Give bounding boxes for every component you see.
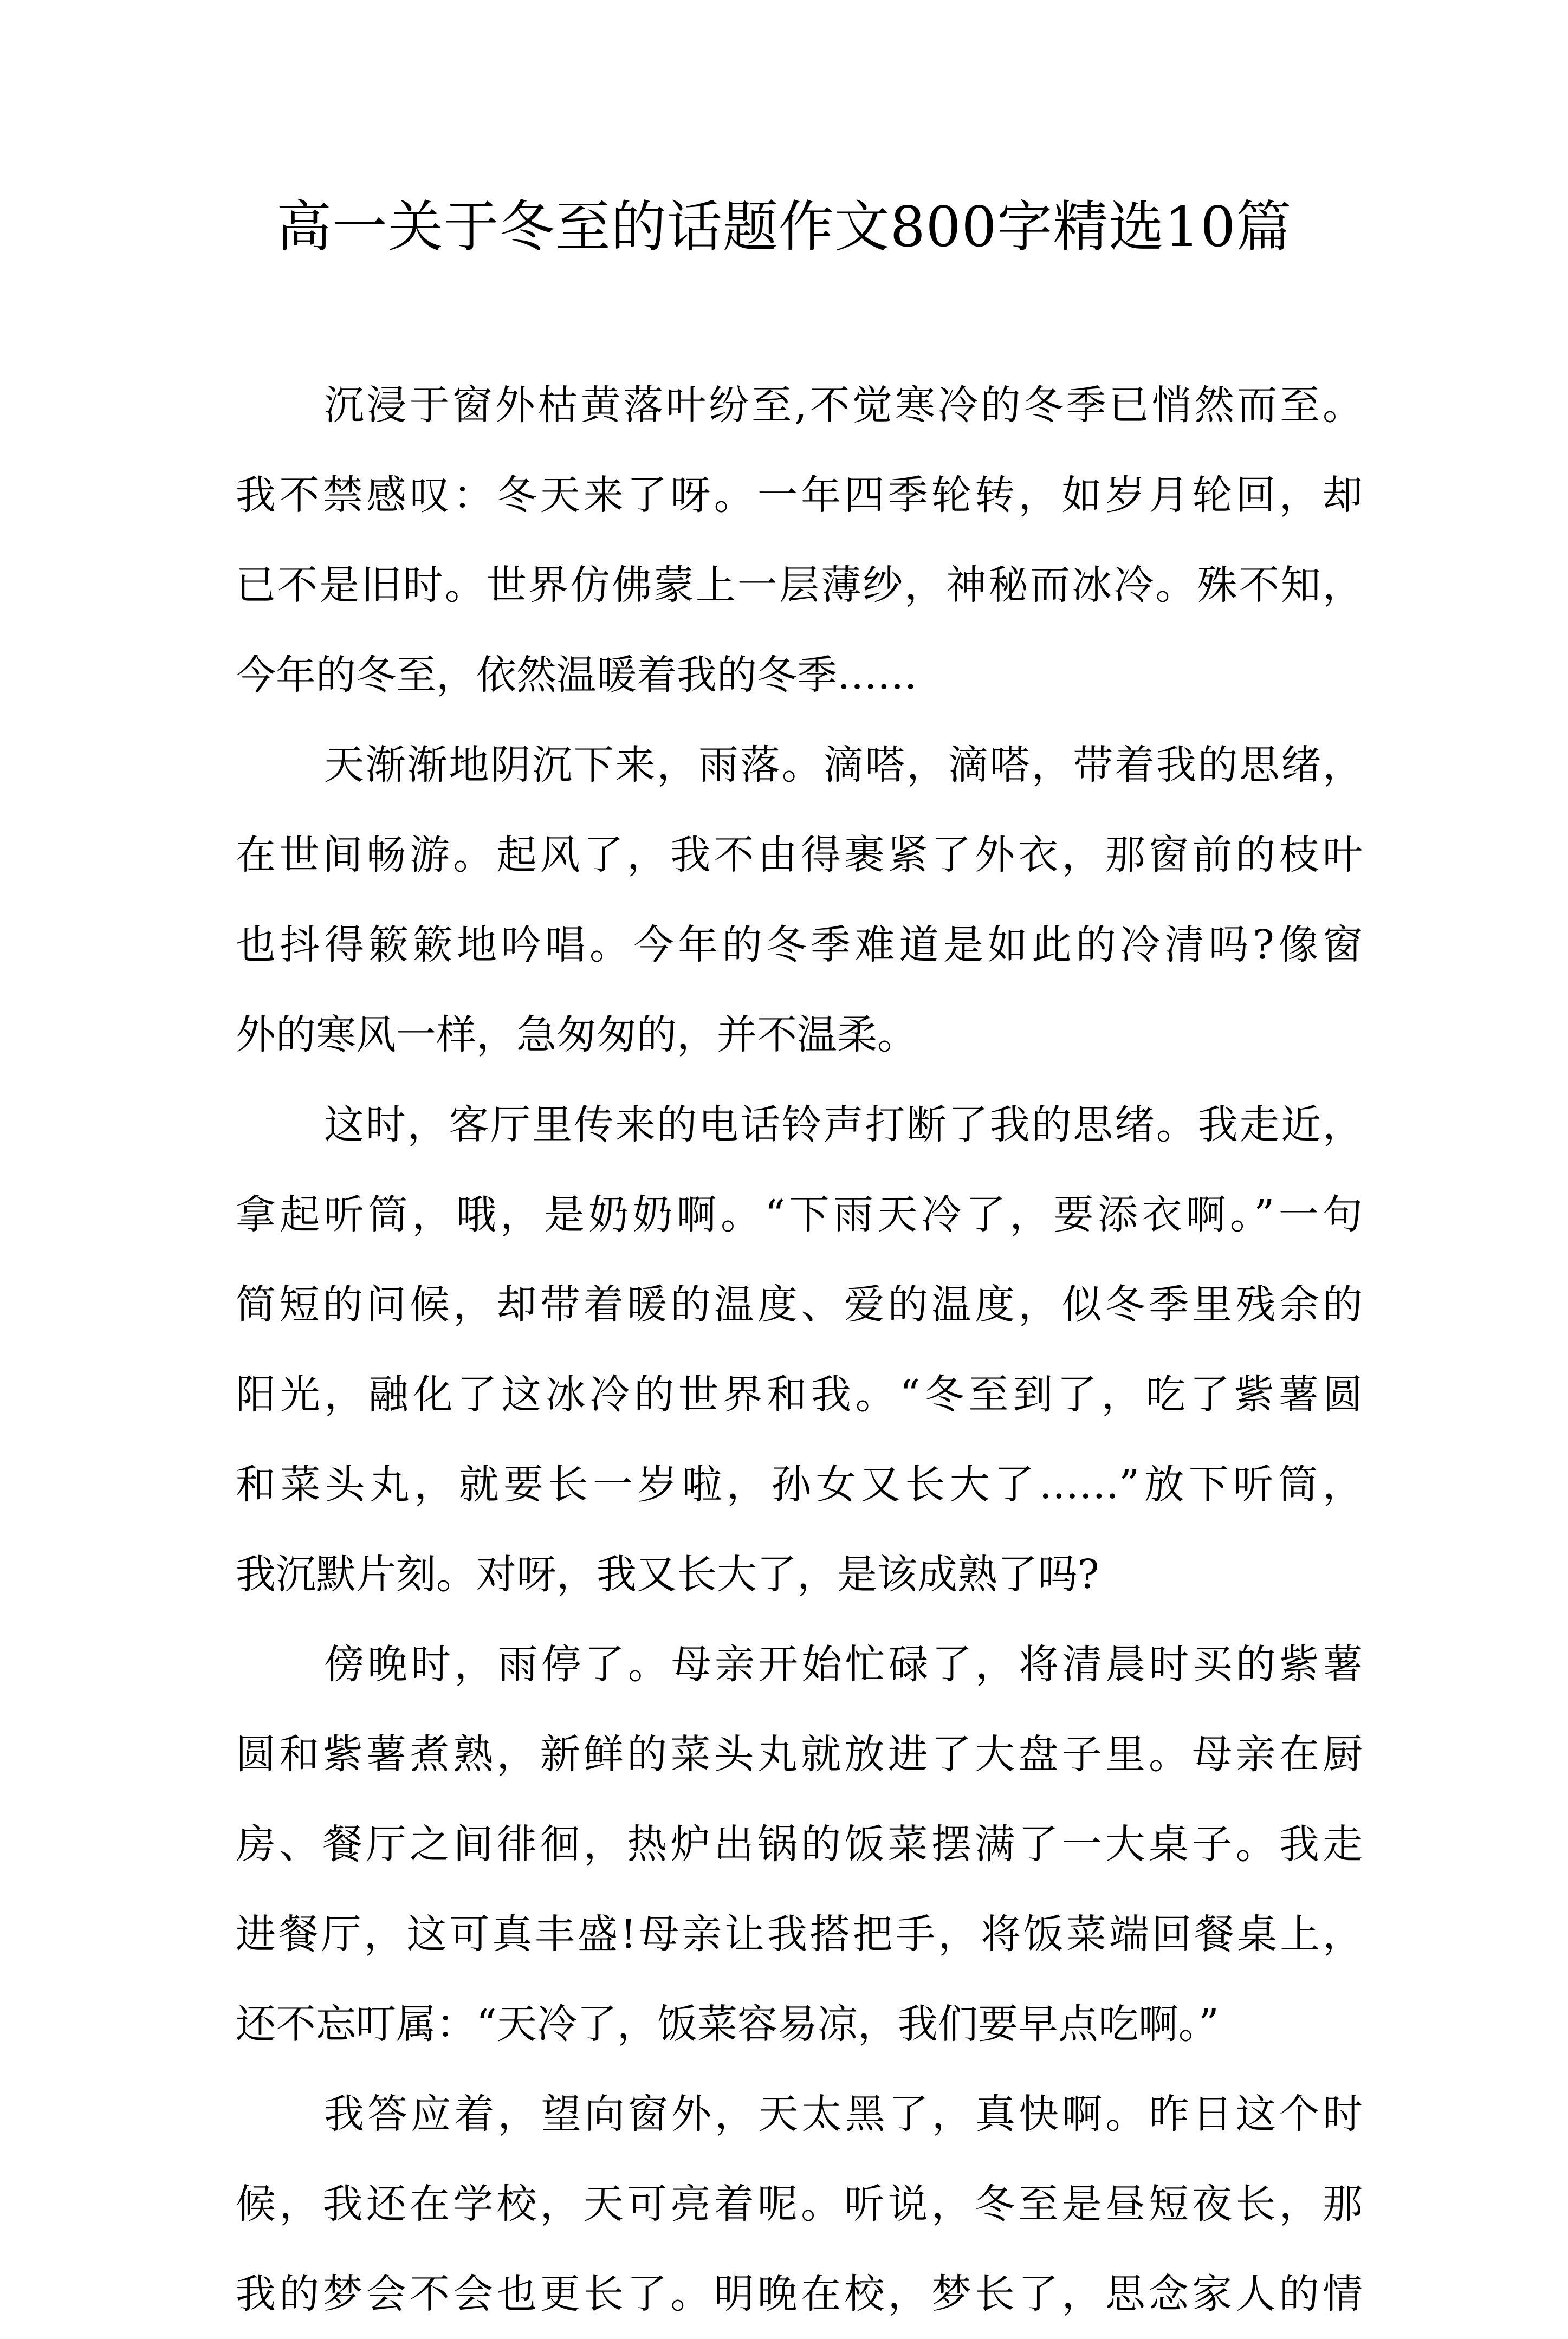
text-line: 我沉默片刻。对呀，我又长大了，是该成熟了吗? — [236, 1551, 1099, 1598]
text-line: 和菜头丸，就要长一岁啦，孙女又长大了……”放下听筒， — [236, 1461, 1363, 1508]
text-line: 简短的问候，却带着暖的温度、爱的温度，似冬季里残余的 — [236, 1281, 1363, 1328]
paragraph-4 — [236, 1619, 1363, 2069]
text-line: 拿起听筒，哦，是奶奶啊。“下雨天冷了，要添衣啊。”一句 — [236, 1191, 1363, 1238]
text-line: 我不禁感叹：冬天来了呀。一年四季轮转，如岁月轮回，却 — [236, 472, 1363, 519]
text-line: 外的寒风一样，急匆匆的，并不温柔。 — [236, 1012, 917, 1058]
text-line: 我答应着，望向窗外，天太黑了，真快啊。昨日这个时 — [324, 2091, 1363, 2137]
text-line: 今年的冬至，依然温暖着我的冬季…… — [236, 652, 917, 698]
text-line: 房、餐厅之间徘徊，热炉出锅的饭菜摆满了一大桌子。我走 — [236, 1821, 1363, 1868]
text-line: 圆和紫薯煮熟，新鲜的菜头丸就放进了大盘子里。母亲在厨 — [236, 1731, 1363, 1778]
text-line: 也抖得簌簌地吟唱。今年的冬季难道是如此的冷清吗?像窗 — [236, 922, 1363, 968]
text-line: 在世间畅游。起风了，我不由得裹紧了外衣，那窗前的枝叶 — [236, 832, 1363, 878]
text-line: 阳光，融化了这冰冷的世界和我。“冬至到了，吃了紫薯圆 — [236, 1371, 1363, 1418]
text-line: 天渐渐地阴沉下来，雨落。滴嗒，滴嗒，带着我的思绪， — [324, 742, 1363, 788]
document-title: 高一关于冬至的话题作文800字精选10篇 — [276, 195, 1292, 260]
paragraph-1 — [236, 360, 1363, 720]
text-line: 已不是旧时。世界仿佛蒙上一层薄纱，神秘而冰冷。殊不知， — [236, 562, 1363, 608]
text-line: 我的梦会不会也更长了。明晚在校，梦长了，思念家人的情 — [236, 2271, 1363, 2317]
text-line: 还不忘叮属：“天冷了，饭菜容易凉，我们要早点吃啊。” — [236, 2001, 1219, 2048]
paragraph-2 — [236, 720, 1363, 1080]
text-line: 进餐厅，这可真丰盛!母亲让我搭把手，将饭菜端回餐桌上， — [236, 1911, 1363, 1958]
text-line: 傍晚时，雨停了。母亲开始忙碌了，将清晨时买的紫薯 — [324, 1641, 1363, 1688]
text-line: 这时，客厅里传来的电话铃声打断了我的思绪。我走近， — [324, 1102, 1363, 1148]
document-body — [236, 360, 1363, 2339]
text-line: 候，我还在学校，天可亮着呢。听说，冬至是昼短夜长，那 — [236, 2181, 1363, 2227]
paragraph-3 — [236, 1080, 1363, 1619]
text-line: 沉浸于窗外枯黄落叶纷至,不觉寒冷的冬季已悄然而至。 — [324, 382, 1363, 429]
paragraph-5 — [236, 2069, 1363, 2339]
